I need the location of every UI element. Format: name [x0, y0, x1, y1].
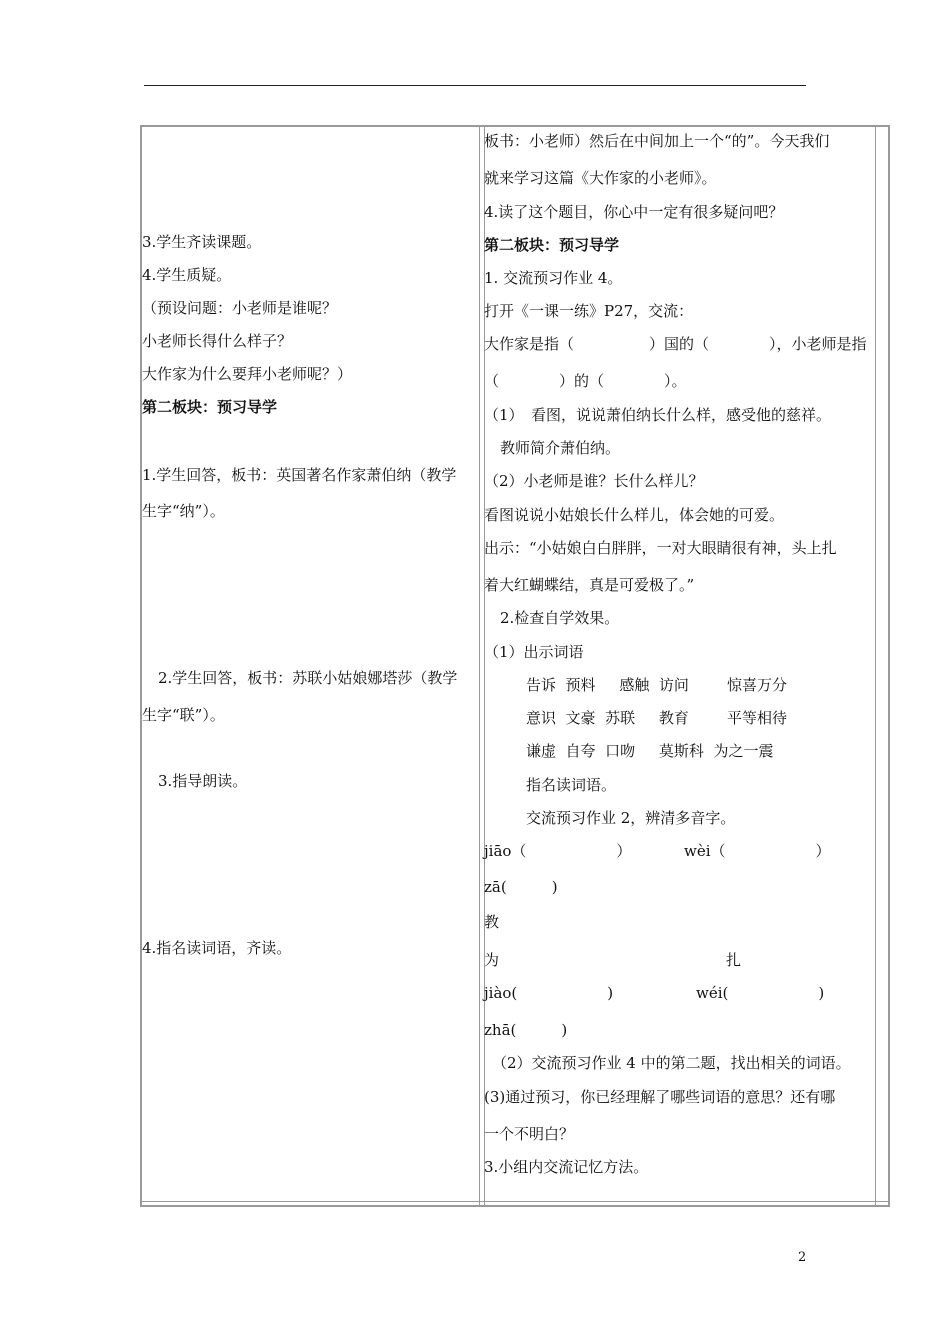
- right-line: 指名读词语。: [526, 776, 617, 794]
- right-line: （1） 看图，说说萧伯纳长什么样，感受他的慈祥。: [484, 406, 832, 424]
- polyphone-char: 扎: [726, 951, 742, 969]
- right-line: （1）出示词语: [484, 643, 584, 661]
- pinyin-blank: wéi( ): [696, 984, 825, 1002]
- right-section-heading: 第二板块：预习导学: [484, 236, 620, 254]
- left-line: 4.指名读词语，齐读。: [142, 939, 292, 957]
- right-edge-line: [875, 125, 876, 1207]
- polyphone-char: 教: [484, 913, 500, 931]
- left-section-heading: 第二板块：预习导学: [142, 398, 278, 416]
- vocab-row: 意识 文豪 苏联 教育 平等相待: [526, 709, 788, 727]
- right-line: 看图说说小姑娘长什么样儿，体会她的可爱。: [484, 506, 785, 524]
- left-line: 生字“联”）。: [142, 706, 225, 724]
- header-rule: [144, 85, 806, 86]
- pinyin-blank: zā( ): [484, 878, 558, 896]
- left-line: 大作家为什么要拜小老师呢？）: [142, 365, 353, 383]
- left-line: （预设问题：小老师是谁呢？: [142, 299, 338, 317]
- column-divider-inner: [484, 125, 485, 1207]
- polyphone-char: 为: [484, 951, 500, 969]
- left-line: 4.学生质疑。: [142, 266, 232, 284]
- lesson-table: [140, 125, 890, 1207]
- right-line: （2）小老师是谁？长什么样儿？: [484, 472, 704, 490]
- pinyin-blank: wèi（ ）: [684, 842, 831, 860]
- left-line: 2.学生回答，板书：苏联小姑娘娜塔莎（教学: [158, 669, 458, 687]
- right-line: （ ）的（ ）。: [484, 372, 687, 390]
- left-line: 3.指导朗读。: [158, 772, 248, 790]
- left-line: 生字“纳”）。: [142, 502, 225, 520]
- right-line: 就来学习这篇《大作家的小老师》。: [484, 169, 717, 187]
- right-line: (3)通过预习，你已经理解了哪些词语的意思？还有哪: [484, 1088, 836, 1106]
- right-line: 打开《一课一练》P27，交流：: [484, 302, 694, 320]
- right-line: 大作家是指（ ）国的（ ），小老师是指: [484, 335, 867, 353]
- vocab-row: 告诉 预料 感触 访问 惊喜万分: [526, 676, 788, 694]
- left-line: 3.学生齐读课题。: [142, 233, 262, 251]
- pinyin-blank: zhā( ): [484, 1021, 568, 1039]
- pinyin-blank: jiào( ): [484, 984, 614, 1002]
- table-border: [140, 125, 890, 1207]
- right-line: 一个不明白？: [484, 1125, 575, 1143]
- right-line: （2）交流预习作业 4 中的第二题，找出相关的词语。: [492, 1054, 851, 1072]
- left-line: 1.学生回答，板书：英国著名作家萧伯纳（教学: [142, 466, 457, 484]
- right-line: 3.小组内交流记忆方法。: [484, 1158, 649, 1176]
- right-line: 着大红蝴蝶结，真是可爱极了。”: [484, 576, 695, 594]
- right-line: 2.检查自学效果。: [500, 609, 620, 627]
- right-line: 出示：“小姑娘白白胖胖，一对大眼睛很有神，头上扎: [484, 539, 837, 557]
- right-line: 1. 交流预习作业 4。: [484, 269, 623, 287]
- pinyin-blank: jiāo（ ）: [484, 842, 632, 860]
- vocab-row: 谦虚 自夸 口吻 莫斯科 为之一震: [526, 742, 774, 760]
- right-line: 教师简介萧伯纳。: [500, 439, 621, 457]
- column-divider: [479, 125, 480, 1207]
- right-line: 4.读了这个题目，你心中一定有很多疑问吧？: [484, 203, 784, 221]
- page-number: 2: [798, 1250, 807, 1265]
- right-line: 交流预习作业 2，辨清多音字。: [526, 809, 736, 827]
- table-bottom-rule: [140, 1201, 890, 1202]
- right-line: 板书：小老师）然后在中间加上一个“的”。今天我们: [484, 132, 830, 150]
- left-line: 小老师长得什么样子？: [142, 332, 293, 350]
